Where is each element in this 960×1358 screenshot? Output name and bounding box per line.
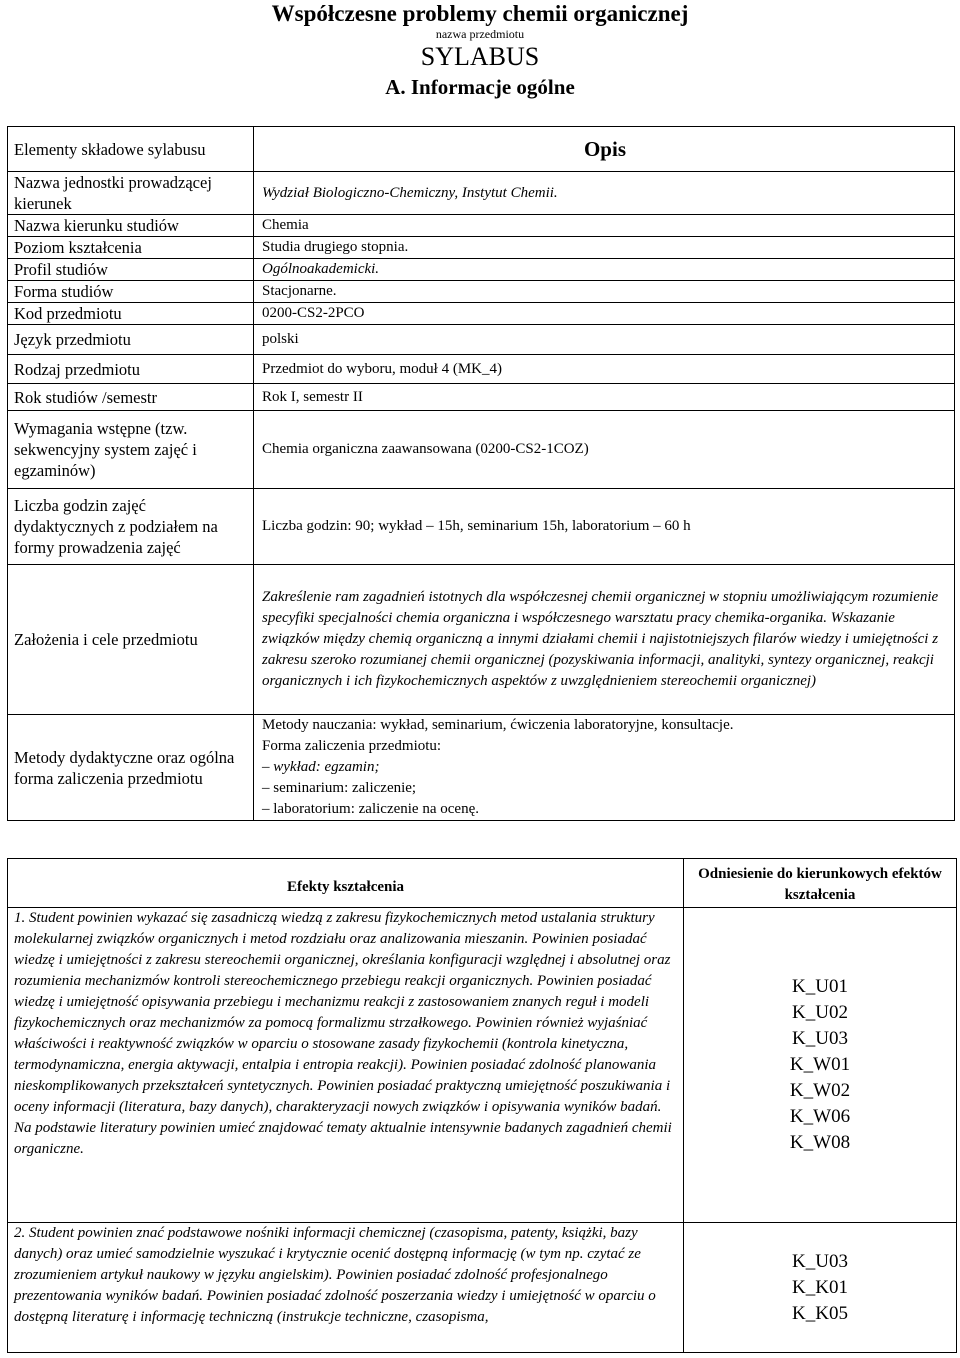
outcome-codes xyxy=(684,1223,957,1353)
outcome-code: K_U01 xyxy=(792,976,848,997)
learning-outcomes-table xyxy=(7,858,957,1353)
outcome-code: K_W02 xyxy=(789,1080,851,1101)
row-value: Liczba godzin: 90; wykład – 15h, seminarium 15h, laboratorium – 60 h xyxy=(254,489,955,565)
outcome-code: K_K01 xyxy=(792,1276,848,1298)
section-heading: A. Informacje ogólne xyxy=(385,75,575,99)
row-value: Studia drugiego stopnia. xyxy=(254,237,955,259)
outcome-text: 2. Student powinien znać podstawowe nośniki informacji chemicznej (czasopisma, patenty, książki, bazy danych) oraz umieć samodzielnie wyszukać i krytycznie ocenić dostępną informację (w tym np. czytać ze zrozumieniem artykuł naukowy w języku angielskim). Powinien posiadać zdolność profesjonalnego prezentowania wyników badań. Powinien posiadać zdolność poszerzania wiedzy i umiejętność w oparciu o dostępną literaturę i informację techniczną (instrukcje techniczne, czasopisma, xyxy=(8,1223,684,1353)
row-value: Wydział Biologiczno-Chemiczny, Instytut Chemii. xyxy=(254,172,955,215)
outcome-code: K_U03 xyxy=(792,1028,848,1049)
methods-value xyxy=(254,715,955,821)
row-value: Ogólnoakademicki. xyxy=(254,259,955,281)
col-header-elements: Elementy składowe sylabusu xyxy=(8,127,254,172)
outcome-text: 1. Student powinien wykazać się zasadniczą wiedzą z zakresu fizykochemicznych metod ustalania struktury molekularnej związków organicznych i metod rozdziału oraz analizowania mieszanin. Powinien posiadać wiedzę i umiejętności z zakresu stereochemii organicznej, określania konfiguracji względnej i absolutnej oraz rozumienia mechanizmów kontroli stereochemicznego przebiegu reakcji organicznych. Powinien posiadać wiedzę i umiejętność opisywania przebiegu i mechanizmu reakcji z zastosowaniem znanych reguł i modeli fizykochemicznych oraz mechanizmów za pomocą formalizmu strzałkowego. Powinien również wyjaśniać właściwości i reaktywność związków w oparciu o stosowane zasady fizykochemii (kontrola kinetyczna, termodynamiczna, energia aktywacji, entalpia i entropia reakcji). Powinien posiadać zdolność planowania nieskomplikowanych przekształceń syntetycznych. Powinien posiadać praktyczną umiejętność poszukiwania i oceny informacji (literatura, bazy danych), charakteryzacji nowych związków i opisywania wyników badań. Na podstawie literatury powinien umieć znajdować tematy aktualnie intensywnie badanych zagadnień chemii organiczne. xyxy=(8,908,684,1223)
row-value: Zakreślenie ram zagadnień istotnych dla współczesnej chemii organicznej w stopniu umożliwiającym rozumienie specyfiki specjalności chemia organiczna i współczesnego warsztatu pracy chemika-organika. Wskazanie związków między chemią organiczną a innymi działami chemii i najistotniejszych filarów wiedzy i umiejętności z zakresu szeroko rozumianej chemii organicznej (pozyskiwania informacji, analityki, syntezy organicznej, reakcji organicznych i ich fizykochemicznych aspektów z uwzględnieniem stereochemii organicznej) xyxy=(254,565,955,715)
row-label: Metody dydaktyczne oraz ogólna forma zaliczenia przedmiotu xyxy=(8,715,254,821)
row-value: Przedmiot do wyboru, moduł 4 (MK_4) xyxy=(254,355,955,384)
outcome-code: K_U02 xyxy=(792,1002,848,1023)
course-title-caption: nazwa przedmiotu xyxy=(435,27,525,41)
row-label: Rok studiów /semestr xyxy=(8,384,254,411)
course-title: Współczesne problemy chemii organicznej xyxy=(271,1,689,26)
outcome-code: K_W06 xyxy=(789,1106,851,1127)
row-label: Forma studiów xyxy=(8,281,254,303)
row-label: Nazwa jednostki prowadzącej kierunek xyxy=(8,172,254,215)
row-value: polski xyxy=(254,325,955,355)
row-label: Założenia i cele przedmiotu xyxy=(8,565,254,715)
general-info-table xyxy=(7,126,955,821)
row-label: Wymagania wstępne (tzw. sekwencyjny system zajęć i egzaminów) xyxy=(8,411,254,489)
outcome-code: K_W01 xyxy=(789,1054,851,1075)
methods-line: Metody nauczania: wykład, seminarium, ćwiczenia laboratoryjne, konsultacje. xyxy=(262,717,734,733)
outcome-code: K_W08 xyxy=(789,1132,851,1153)
row-label: Liczba godzin zajęć dydaktycznych z podziałem na formy prowadzenia zajęć xyxy=(8,489,254,565)
row-label: Kod przedmiotu xyxy=(8,303,254,325)
methods-line: – laboratorium: zaliczenie na ocenę. xyxy=(262,801,479,817)
methods-line: – wykład: egzamin; xyxy=(262,759,380,775)
row-label: Język przedmiotu xyxy=(8,325,254,355)
col-header-references: Odniesienie do kierunkowych efektów kształcenia xyxy=(684,859,957,908)
methods-line: – seminarium: zaliczenie; xyxy=(262,780,417,796)
outcome-code: K_U03 xyxy=(792,1250,848,1272)
col-header-description: Opis xyxy=(583,136,626,161)
row-value: Rok I, semestr II xyxy=(254,384,955,411)
row-label: Poziom kształcenia xyxy=(8,237,254,259)
row-label: Rodzaj przedmiotu xyxy=(8,355,254,384)
syllabus-heading: SYLABUS xyxy=(420,42,540,71)
methods-line: Forma zaliczenia przedmiotu: xyxy=(262,738,442,754)
col-header-outcomes: Efekty kształcenia xyxy=(8,859,684,908)
row-value: Chemia xyxy=(254,215,955,237)
row-label: Profil studiów xyxy=(8,259,254,281)
row-value: 0200-CS2-2PCO xyxy=(254,303,955,325)
row-value: Stacjonarne. xyxy=(254,281,955,303)
row-value: Chemia organiczna zaawansowana (0200-CS2-1COZ) xyxy=(254,411,955,489)
row-label: Nazwa kierunku studiów xyxy=(8,215,254,237)
outcome-code: K_K05 xyxy=(792,1302,848,1324)
outcome-codes xyxy=(684,908,957,1223)
